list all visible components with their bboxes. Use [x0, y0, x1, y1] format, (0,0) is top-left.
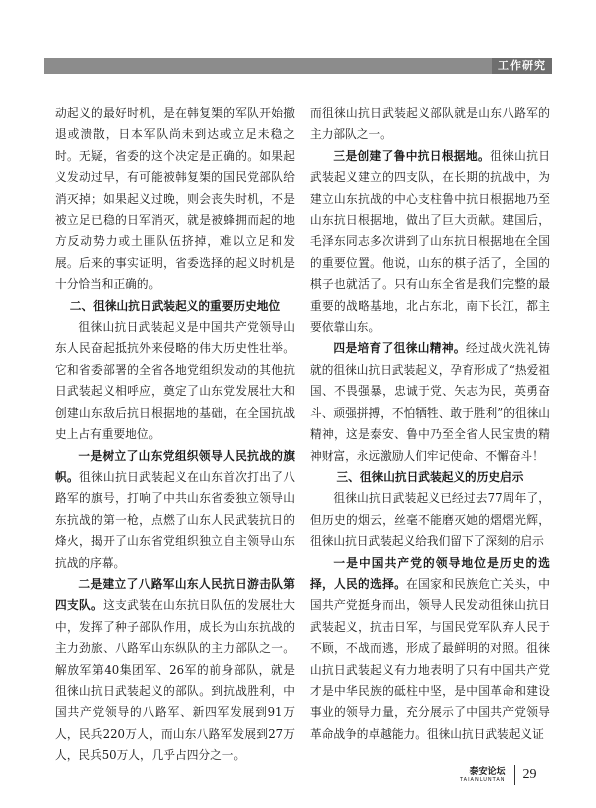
paragraph-lead: 四是培育了徂徕山精神。 [333, 341, 466, 356]
paragraph-continued: 而徂徕山抗日武装起义部队就是山东八路军的主力部队之一。 [310, 106, 550, 142]
paragraph [310, 553, 550, 746]
section-heading: 三、徂徕山抗日武装起义的历史启示 [336, 469, 524, 484]
paragraph-body: 徂徕山抗日武装起义在山东首次打出了八路军的旗号，打响了中共山东省委独立领导山东抗战的第一枪，点燃了山东人民武装抗日的烽火，揭开了山东省党组织独立自主领导山东抗战的序幕。 [55, 469, 295, 570]
left-column [55, 103, 295, 767]
page-footer [460, 764, 537, 786]
page-number: 29 [522, 767, 537, 782]
paragraph [310, 338, 550, 466]
paragraph: 徂徕山抗日武装起义是中国共产党领导山东人民奋起抵抗外来侵略的伟大历史性壮举。它和省委部署的全省各地党组织发动的其他抗日武装起义相呼应，奠定了山东党发展壮大和创建山东敌后抗日根据地的基础，在全国抗战史上占有重要地位。 [55, 320, 295, 442]
paragraph-continued: 动起义的最好时机，是在韩复榘的军队开始撤退或溃散，日本军队尚未到达或立足未稳之时。无疑，省委的这个决定是正确的。如果起义发动过早，有可能被韩复榘的国民党部队给消灭掉；如果起义过晚，则会丧失时机，不是被立足已稳的日军消灭，就是被蜂拥而起的地方反动势力或土匪队伍挤掉，难以立足和发展。后来的事实证明，省委选择的起义时机是十分恰当和正确的。 [55, 106, 295, 292]
paragraph-lead: 三是创建了鲁中抗日根据地。 [333, 148, 491, 163]
paragraph [310, 146, 550, 339]
logo-english: TAIANLUNTAN [460, 776, 506, 783]
paragraph-body: 在国家和民族危亡关头，中国共产党挺身而出，领导人民发动徂徕山抗日武装起义，抗击日军，与国民党军队弃人民于不顾，不战而逃，形成了最鲜明的对照。徂徕山抗日武装起义有力地表明了只有中国共产党才是中华民族的砥柱中坚，是中国革命和建设事业的领导力量，充分展示了中国共产党领导革命战争的卓越能力。徂徕山抗日武装起义证 [310, 576, 550, 741]
section-heading: 二、徂徕山抗日武装起义的重要历史地位 [69, 298, 281, 313]
paragraph [55, 446, 295, 574]
paragraph-lead: 二是建立了八路军山东人民抗日游击队第四支队。 [55, 576, 295, 613]
logo-chinese: 泰安论坛 [469, 766, 506, 777]
footer-divider [514, 765, 515, 785]
paragraph-body: 经过战火洗礼铸就的徂徕山抗日武装起义，孕育形成了“热爱祖国、不畏强暴，忠诚于党、矢志为民，英勇奋斗、顽强拼搏，不怕牺牲、敢于胜利”的徂徕山精神，这是泰安、鲁中乃至全省人民宝贵的精神财富，永远激励人们牢记使命、不懈奋斗！ [310, 341, 550, 463]
paragraph: 徂徕山抗日武装起义已经过去77周年了，但历史的烟云，丝毫不能磨灭她的熠熠光辉，徂徕山抗日武装起义给我们留下了深刻的启示 [310, 491, 550, 549]
paragraph-lead: 一是中国共产党的领导地位是历史的选择，人民的选择。 [310, 555, 550, 591]
paragraph-body: 徂徕山抗日武装起义建立的四支队，在长期的抗战中，为建立山东抗战的中心支柱鲁中抗日根据地乃至山东抗日根据地，做出了巨大贡献。建国后，毛泽东同志多次讲到了山东抗日根据地在全国的重要位置。他说，山东的棋子活了，全国的棋子也就活了。只有山东全省是我们完整的最重要的战略基地，北占东北，南下长江，都主要依靠山东。 [310, 148, 550, 335]
section-label: 工作研究 [492, 58, 552, 74]
right-column [310, 103, 550, 745]
publication-logo [460, 767, 506, 784]
paragraph-lead: 一是树立了山东党组织领导人民抗战的旗帜。 [55, 448, 295, 484]
header-bar [44, 58, 552, 74]
paragraph-body: 这支武装在山东抗日队伍的发展壮大中，发挥了种子部队作用，成长为山东抗战的主力劲旅、八路军山东纵队的主力部队之一。解放军第40集团军、26军的前身部队，就是徂徕山抗日武装起义的部队。到抗战胜利，中国共产党领导的八路军、新四军发展到91万人，民兵220万人，而山东八路军发展到27万人，民兵50万人，几乎占四分之一。 [55, 598, 295, 763]
paragraph [55, 574, 295, 767]
